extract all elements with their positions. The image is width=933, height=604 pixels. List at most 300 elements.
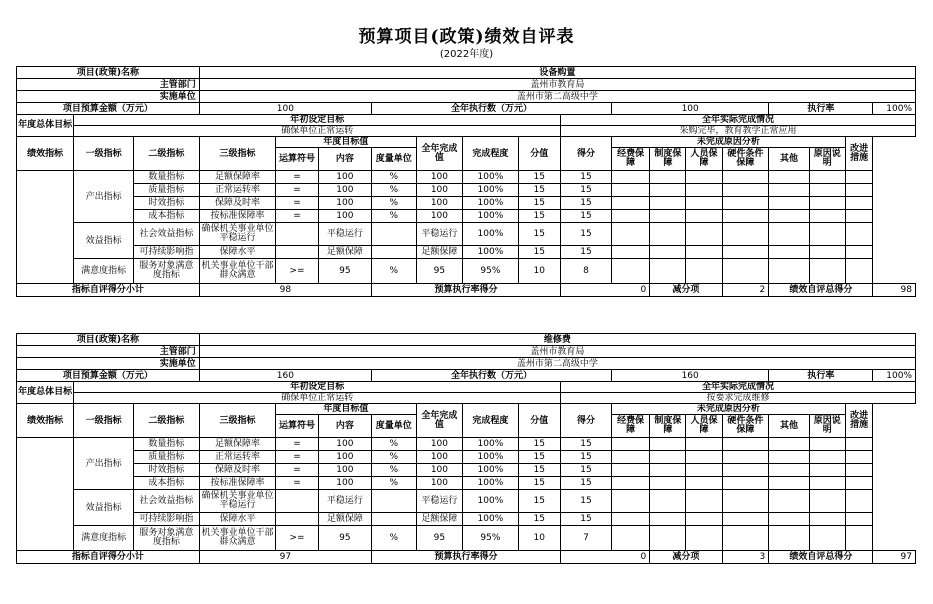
score-value-cell: 15 <box>518 513 561 526</box>
level1-header: 一级指标 <box>74 137 134 171</box>
full-year-header: 全年完成值 <box>416 404 463 438</box>
level3-cell: 正常运转率 <box>199 184 276 197</box>
reason-cell <box>686 184 722 197</box>
reason-cell <box>650 490 686 513</box>
reason-cell <box>650 477 686 490</box>
actual-goal-value: 采购完毕，教育教学正常应用 <box>561 126 916 137</box>
level3-cell: 按标准保障率 <box>199 210 276 223</box>
score-value-cell: 15 <box>518 490 561 513</box>
level3-header: 三级指标 <box>199 137 276 171</box>
completion-cell: 100% <box>463 438 518 451</box>
score-cell: 15 <box>561 490 612 513</box>
op-cell: = <box>276 438 319 451</box>
improve-header: 改进措施 <box>845 404 873 438</box>
unit-cell <box>371 513 416 526</box>
reason-staff-header: 人员保障 <box>686 148 722 171</box>
level2-header: 二级指标 <box>133 404 199 438</box>
reason-cell <box>686 477 722 490</box>
score-value-header: 分值 <box>518 404 561 438</box>
total-value: 97 <box>873 551 916 564</box>
reason-hardware-header: 硬件条件保障 <box>722 148 769 171</box>
score-value-cell: 15 <box>518 246 561 259</box>
reason-cell <box>686 246 722 259</box>
actual-goal-label: 全年实际完成情况 <box>561 382 916 393</box>
reason-cell <box>612 451 650 464</box>
content-header: 内容 <box>318 148 371 171</box>
budget-rate-score-label: 预算执行率得分 <box>371 551 560 564</box>
level2-cell: 时效指标 <box>133 197 199 210</box>
unit-cell <box>371 246 416 259</box>
reason-desc-header: 原因说明 <box>809 148 845 171</box>
reason-other-header: 其他 <box>769 415 809 438</box>
level3-cell: 确保机关事业单位平稳运行 <box>199 490 276 513</box>
score-value-cell: 15 <box>518 223 561 246</box>
reason-cell <box>809 451 845 464</box>
full-year-cell: 足额保障 <box>416 513 463 526</box>
reason-fund-header: 经费保障 <box>612 415 650 438</box>
op-cell: = <box>276 171 319 184</box>
op-cell: = <box>276 184 319 197</box>
improve-cell <box>845 526 873 551</box>
completion-cell: 100% <box>463 490 518 513</box>
op-cell: = <box>276 451 319 464</box>
improve-cell <box>845 210 873 223</box>
budget-label: 项目预算金额（万元） <box>17 103 200 115</box>
measure-unit-header: 度量单位 <box>371 148 416 171</box>
exec-rate-label: 执行率 <box>769 103 873 115</box>
reason-cell <box>722 171 769 184</box>
score-value-cell: 15 <box>518 197 561 210</box>
full-year-header: 全年完成值 <box>416 137 463 171</box>
score-value-cell: 15 <box>518 438 561 451</box>
completion-cell: 100% <box>463 184 518 197</box>
content-cell: 平稳运行 <box>318 490 371 513</box>
budget-label: 项目预算金额（万元） <box>17 370 200 382</box>
reason-cell <box>612 184 650 197</box>
level1-cell: 满意度指标 <box>74 526 134 551</box>
unit-cell: % <box>371 184 416 197</box>
budget-value: 100 <box>199 103 371 115</box>
project-name: 设备购置 <box>199 67 915 79</box>
content-cell: 平稳运行 <box>318 223 371 246</box>
dept-label: 主管部门 <box>17 346 200 358</box>
budget-rate-score-value: 0 <box>561 551 650 564</box>
reason-cell <box>686 438 722 451</box>
level2-cell: 社会效益指标 <box>133 223 199 246</box>
initial-goal-label: 年初设定目标 <box>74 382 561 393</box>
reason-cell <box>686 526 722 551</box>
total-label: 绩效自评总得分 <box>769 284 873 297</box>
reason-cell <box>650 513 686 526</box>
level1-cell: 产出指标 <box>74 438 134 490</box>
full-year-cell: 95 <box>416 259 463 284</box>
perf-indicator-header: 绩效指标 <box>17 137 74 171</box>
level2-cell: 可持续影响指 <box>133 513 199 526</box>
level3-cell: 机关事业单位干部群众满意 <box>199 526 276 551</box>
total-value: 98 <box>873 284 916 297</box>
exec-amount-value: 160 <box>612 370 769 382</box>
op-cell: = <box>276 197 319 210</box>
dept-label: 主管部门 <box>17 79 200 91</box>
unit-cell: % <box>371 477 416 490</box>
full-year-cell: 100 <box>416 184 463 197</box>
unit-cell <box>371 490 416 513</box>
exec-amount-label: 全年执行数（万元） <box>371 103 611 115</box>
reason-cell <box>612 477 650 490</box>
unit-value: 盖州市第二高级中学 <box>199 358 915 370</box>
reason-cell <box>686 171 722 184</box>
improve-cell <box>845 259 873 284</box>
improve-header: 改进措施 <box>845 137 873 171</box>
score-value-header: 分值 <box>518 137 561 171</box>
reason-cell <box>612 197 650 210</box>
level2-cell: 成本指标 <box>133 477 199 490</box>
op-cell: = <box>276 477 319 490</box>
level1-cell: 效益指标 <box>74 223 134 259</box>
completion-header: 完成程度 <box>463 137 518 171</box>
actual-goal-value: 按要求完成维修 <box>561 393 916 404</box>
reason-cell <box>650 184 686 197</box>
level2-cell: 可持续影响指 <box>133 246 199 259</box>
reason-cell <box>686 464 722 477</box>
improve-cell <box>845 246 873 259</box>
improve-cell <box>845 464 873 477</box>
reason-cell <box>769 513 809 526</box>
level1-cell: 满意度指标 <box>74 259 134 284</box>
reason-cell <box>650 246 686 259</box>
reason-cell <box>769 246 809 259</box>
unit-cell <box>371 223 416 246</box>
level3-cell: 保障及时率 <box>199 197 276 210</box>
completion-cell: 100% <box>463 171 518 184</box>
improve-cell <box>845 223 873 246</box>
exec-rate-label: 执行率 <box>769 370 873 382</box>
full-year-cell: 100 <box>416 464 463 477</box>
unit-value: 盖州市第二高级中学 <box>199 91 915 103</box>
performance-table <box>16 66 916 297</box>
content-cell: 100 <box>318 171 371 184</box>
op-cell <box>276 246 319 259</box>
project-name-label: 项目(政策)名称 <box>17 67 200 79</box>
reason-cell <box>650 451 686 464</box>
reason-cell <box>769 184 809 197</box>
reason-cell <box>650 259 686 284</box>
reason-cell <box>809 490 845 513</box>
score-value-cell: 15 <box>518 477 561 490</box>
reason-cell <box>686 259 722 284</box>
reason-cell <box>686 197 722 210</box>
completion-header: 完成程度 <box>463 404 518 438</box>
reason-cell <box>612 223 650 246</box>
score-cell: 15 <box>561 197 612 210</box>
perf-indicator-cell <box>17 171 74 284</box>
reason-cell <box>650 438 686 451</box>
full-year-cell: 足额保障 <box>416 246 463 259</box>
perf-indicator-header: 绩效指标 <box>17 404 74 438</box>
level2-cell: 服务对象满意度指标 <box>133 259 199 284</box>
level2-cell: 数量指标 <box>133 171 199 184</box>
full-year-cell: 100 <box>416 477 463 490</box>
level3-cell: 机关事业单位干部群众满意 <box>199 259 276 284</box>
level3-cell: 保障水平 <box>199 513 276 526</box>
op-header: 运算符号 <box>276 148 319 171</box>
completion-cell: 100% <box>463 464 518 477</box>
reason-cell <box>650 197 686 210</box>
reason-cell <box>722 513 769 526</box>
reason-cell <box>769 464 809 477</box>
level3-cell: 按标准保障率 <box>199 477 276 490</box>
reason-cell <box>612 171 650 184</box>
level3-cell: 确保机关事业单位平稳运行 <box>199 223 276 246</box>
reason-cell <box>722 184 769 197</box>
improve-cell <box>845 184 873 197</box>
content-cell: 95 <box>318 526 371 551</box>
page-subtitle: (2022年度) <box>439 49 494 60</box>
subtotal-value: 98 <box>199 284 371 297</box>
deduction-value: 2 <box>722 284 769 297</box>
full-year-cell: 100 <box>416 451 463 464</box>
full-year-cell: 100 <box>416 210 463 223</box>
score-value-cell: 15 <box>518 184 561 197</box>
reason-cell <box>769 259 809 284</box>
reason-cell <box>686 490 722 513</box>
budget-rate-score-label: 预算执行率得分 <box>371 284 560 297</box>
reasons-header: 未完成原因分析 <box>612 404 846 415</box>
reason-cell <box>809 197 845 210</box>
score-cell: 15 <box>561 184 612 197</box>
unit-cell: % <box>371 451 416 464</box>
improve-cell <box>845 197 873 210</box>
budget-value: 160 <box>199 370 371 382</box>
reason-cell <box>769 197 809 210</box>
reason-cell <box>722 477 769 490</box>
deduction-label: 减分项 <box>650 551 722 564</box>
level2-cell: 时效指标 <box>133 464 199 477</box>
reason-cell <box>650 171 686 184</box>
exec-rate-value: 100% <box>873 370 916 382</box>
content-cell: 100 <box>318 184 371 197</box>
score-value-cell: 15 <box>518 451 561 464</box>
reason-cell <box>722 259 769 284</box>
level3-cell: 保障及时率 <box>199 464 276 477</box>
reason-cell <box>769 477 809 490</box>
completion-cell: 100% <box>463 477 518 490</box>
reason-desc-header: 原因说明 <box>809 415 845 438</box>
unit-cell: % <box>371 526 416 551</box>
unit-cell: % <box>371 464 416 477</box>
completion-cell: 100% <box>463 246 518 259</box>
content-header: 内容 <box>318 415 371 438</box>
reason-cell <box>612 526 650 551</box>
reason-cell <box>612 438 650 451</box>
unit-cell: % <box>371 197 416 210</box>
level2-cell: 成本指标 <box>133 210 199 223</box>
reason-cell <box>722 223 769 246</box>
score-cell: 15 <box>561 210 612 223</box>
op-cell <box>276 513 319 526</box>
op-cell: = <box>276 464 319 477</box>
reason-cell <box>686 223 722 246</box>
reason-cell <box>686 210 722 223</box>
content-cell: 足额保障 <box>318 246 371 259</box>
score-value-cell: 10 <box>518 259 561 284</box>
reason-cell <box>809 526 845 551</box>
op-cell <box>276 490 319 513</box>
completion-cell: 100% <box>463 513 518 526</box>
level1-header: 一级指标 <box>74 404 134 438</box>
score-cell: 7 <box>561 526 612 551</box>
reason-cell <box>612 490 650 513</box>
op-cell: >= <box>276 259 319 284</box>
deduction-label: 减分项 <box>650 284 722 297</box>
reason-cell <box>722 526 769 551</box>
score-cell: 15 <box>561 171 612 184</box>
completion-cell: 95% <box>463 526 518 551</box>
score-cell: 15 <box>561 438 612 451</box>
level2-header: 二级指标 <box>133 137 199 171</box>
subtotal-value: 97 <box>199 551 371 564</box>
content-cell: 100 <box>318 210 371 223</box>
reason-other-header: 其他 <box>769 148 809 171</box>
reason-system-header: 制度保障 <box>650 415 686 438</box>
full-year-cell: 100 <box>416 197 463 210</box>
completion-cell: 100% <box>463 210 518 223</box>
reason-cell <box>650 526 686 551</box>
content-cell: 100 <box>318 438 371 451</box>
op-cell <box>276 223 319 246</box>
reason-cell <box>650 464 686 477</box>
reason-cell <box>809 438 845 451</box>
op-header: 运算符号 <box>276 415 319 438</box>
level3-cell: 正常运转率 <box>199 451 276 464</box>
level2-cell: 质量指标 <box>133 184 199 197</box>
reason-cell <box>769 438 809 451</box>
subtotal-label: 指标自评得分小计 <box>17 551 200 564</box>
reason-cell <box>686 451 722 464</box>
score-value-cell: 15 <box>518 464 561 477</box>
score-cell: 15 <box>561 513 612 526</box>
measure-unit-header: 度量单位 <box>371 415 416 438</box>
initial-goal-label: 年初设定目标 <box>74 115 561 126</box>
dept-value: 盖州市教育局 <box>199 79 915 91</box>
level3-cell: 足额保障率 <box>199 171 276 184</box>
target-value-header: 年度目标值 <box>276 137 416 148</box>
level3-cell: 足额保障率 <box>199 438 276 451</box>
unit-label: 实施单位 <box>17 91 200 103</box>
subtotal-label: 指标自评得分小计 <box>17 284 200 297</box>
budget-rate-score-value: 0 <box>561 284 650 297</box>
improve-cell <box>845 490 873 513</box>
level2-cell: 服务对象满意度指标 <box>133 526 199 551</box>
unit-cell: % <box>371 210 416 223</box>
reason-cell <box>612 246 650 259</box>
completion-cell: 100% <box>463 223 518 246</box>
reason-staff-header: 人员保障 <box>686 415 722 438</box>
full-year-cell: 平稳运行 <box>416 223 463 246</box>
reason-fund-header: 经费保障 <box>612 148 650 171</box>
actual-goal-label: 全年实际完成情况 <box>561 115 916 126</box>
reason-cell <box>809 477 845 490</box>
dept-value: 盖州市教育局 <box>199 346 915 358</box>
improve-cell <box>845 171 873 184</box>
page-title: 预算项目(政策)绩效自评表 <box>358 27 575 47</box>
level1-cell: 产出指标 <box>74 171 134 223</box>
initial-goal-value: 确保单位正常运转 <box>74 393 561 404</box>
completion-cell: 100% <box>463 197 518 210</box>
score-value-cell: 10 <box>518 526 561 551</box>
score-cell: 15 <box>561 223 612 246</box>
score-cell: 15 <box>561 246 612 259</box>
reason-cell <box>809 259 845 284</box>
unit-cell: % <box>371 171 416 184</box>
improve-cell <box>845 451 873 464</box>
reason-system-header: 制度保障 <box>650 148 686 171</box>
project-name: 维修费 <box>199 334 915 346</box>
deduction-value: 3 <box>722 551 769 564</box>
content-cell: 95 <box>318 259 371 284</box>
unit-cell: % <box>371 259 416 284</box>
reason-cell <box>722 451 769 464</box>
reason-cell <box>722 490 769 513</box>
reason-cell <box>809 513 845 526</box>
total-label: 绩效自评总得分 <box>769 551 873 564</box>
reason-cell <box>769 223 809 246</box>
full-year-cell: 平稳运行 <box>416 490 463 513</box>
reason-hardware-header: 硬件条件保障 <box>722 415 769 438</box>
reason-cell <box>809 171 845 184</box>
annual-goal-label: 年度总体目标 <box>17 382 74 404</box>
reason-cell <box>769 451 809 464</box>
content-cell: 足额保障 <box>318 513 371 526</box>
reason-cell <box>650 223 686 246</box>
perf-indicator-cell <box>17 438 74 551</box>
reason-cell <box>650 210 686 223</box>
unit-cell: % <box>371 438 416 451</box>
full-year-cell: 100 <box>416 438 463 451</box>
score-header: 得分 <box>561 404 612 438</box>
op-cell: >= <box>276 526 319 551</box>
op-cell: = <box>276 210 319 223</box>
reason-cell <box>612 464 650 477</box>
score-cell: 15 <box>561 451 612 464</box>
level1-cell: 效益指标 <box>74 490 134 526</box>
exec-rate-value: 100% <box>873 103 916 115</box>
reason-cell <box>612 513 650 526</box>
reason-cell <box>612 210 650 223</box>
initial-goal-value: 确保单位正常运转 <box>74 126 561 137</box>
improve-cell <box>845 438 873 451</box>
completion-cell: 95% <box>463 259 518 284</box>
score-value-cell: 15 <box>518 210 561 223</box>
content-cell: 100 <box>318 451 371 464</box>
reason-cell <box>769 210 809 223</box>
score-cell: 15 <box>561 464 612 477</box>
target-value-header: 年度目标值 <box>276 404 416 415</box>
level3-header: 三级指标 <box>199 404 276 438</box>
reason-cell <box>769 490 809 513</box>
reason-cell <box>612 259 650 284</box>
reason-cell <box>809 246 845 259</box>
reason-cell <box>809 223 845 246</box>
content-cell: 100 <box>318 197 371 210</box>
reason-cell <box>722 210 769 223</box>
annual-goal-label: 年度总体目标 <box>17 115 74 137</box>
improve-cell <box>845 477 873 490</box>
content-cell: 100 <box>318 464 371 477</box>
score-cell: 15 <box>561 477 612 490</box>
reason-cell <box>809 464 845 477</box>
completion-cell: 100% <box>463 451 518 464</box>
